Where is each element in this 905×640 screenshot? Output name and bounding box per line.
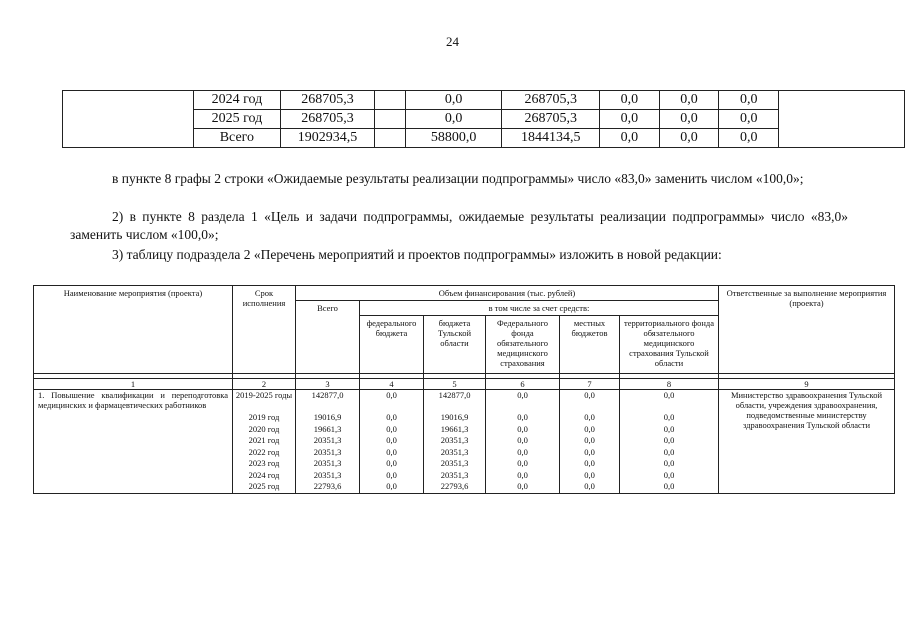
total-value: 20351,3: [313, 469, 342, 480]
page-number: 24: [446, 34, 459, 49]
total-value: 19016,9: [313, 412, 342, 422]
column-number: 8: [620, 379, 719, 390]
top-table-cell: 0,0: [659, 129, 719, 148]
top-table-cell: 0,0: [405, 110, 501, 129]
top-table-cell: 0,0: [659, 110, 719, 129]
federal-value: 0,0: [386, 390, 397, 400]
periods-value: 2019-2025 годы: [235, 390, 293, 400]
top-table-cell: 0,0: [405, 91, 501, 110]
top-table-cell: [374, 129, 405, 148]
tfoms-value: 0,0: [663, 390, 675, 400]
header-federal: федерального бюджета: [360, 316, 424, 374]
periods-value: 2025 год: [248, 481, 280, 491]
tfoms-value: 0,0: [663, 469, 675, 480]
top-table-cell: 268705,3: [281, 91, 375, 110]
ffoms-value: 0,0: [517, 446, 528, 457]
total-value: 142877,0: [311, 390, 344, 400]
top-table-cell: 268705,3: [281, 110, 375, 129]
periods-value: 2019 год: [248, 412, 280, 422]
column-number: 9: [719, 379, 895, 390]
top-table-cell: 0,0: [659, 91, 719, 110]
top-table-cell: 0,0: [719, 91, 779, 110]
activity-total: [296, 390, 360, 494]
top-table-cell: 0,0: [600, 110, 660, 129]
total-value: 20351,3: [313, 458, 342, 468]
column-number: 3: [296, 379, 360, 390]
header-total: Всего: [296, 301, 360, 374]
funding-continuation-table: [62, 90, 905, 148]
activity-tfoms: [620, 390, 719, 494]
top-table-cell: 0,0: [600, 91, 660, 110]
top-table-cell: 1844134,5: [502, 129, 600, 148]
header-ffoms: Федерального фонда обязательного медицинского страхования: [486, 316, 560, 374]
header-regional: бюджета Тульской области: [424, 316, 486, 374]
local-value: 0,0: [584, 458, 595, 468]
top-table-cell: 268705,3: [502, 110, 600, 129]
column-number: 4: [360, 379, 424, 390]
tfoms-value: 0,0: [663, 458, 675, 468]
federal-value: 0,0: [386, 446, 397, 457]
local-value: 0,0: [584, 390, 595, 400]
activity-local: [560, 390, 620, 494]
activities-table: [33, 285, 895, 494]
regional-value: 142877,0: [438, 390, 471, 400]
tfoms-value: 0,0: [663, 423, 675, 434]
column-number: 7: [560, 379, 620, 390]
ffoms-value: 0,0: [517, 458, 528, 468]
regional-value: 19661,3: [440, 423, 469, 434]
local-value: 0,0: [584, 481, 595, 491]
column-number: 1: [34, 379, 233, 390]
federal-value: 0,0: [386, 412, 397, 422]
ffoms-value: 0,0: [517, 423, 528, 434]
ffoms-value: 0,0: [517, 469, 528, 480]
header-local: местных бюджетов: [560, 316, 620, 374]
header-tfoms: территориального фонда обязательного медицинского страхования Тульской области: [620, 316, 719, 374]
local-value: 0,0: [584, 446, 595, 457]
activity-federal: [360, 390, 424, 494]
periods-value: 2022 год: [248, 446, 280, 457]
total-value: 20351,3: [313, 435, 342, 445]
header-name: Наименование мероприятия (проекта): [34, 286, 233, 374]
regional-value: 20351,3: [440, 435, 469, 445]
top-table-cell: 0,0: [600, 129, 660, 148]
total-value: 22793,6: [313, 481, 342, 491]
top-table-cell: 58800,0: [405, 129, 501, 148]
header-funding: Объем финансирования (тыс. рублей): [296, 286, 719, 301]
total-value: 20351,3: [313, 446, 342, 457]
top-table-cell: [374, 91, 405, 110]
regional-value: 20351,3: [440, 469, 469, 480]
amendment-paragraph-1: в пункте 8 графы 2 строки «Ожидаемые результаты реализации подпрограммы» число «83,0» заменить числом «100,0»;: [112, 171, 804, 186]
periods-value: 2021 год: [248, 435, 280, 445]
local-value: 0,0: [584, 412, 595, 422]
amendment-paragraph-2: 2) в пункте 8 раздела 1 «Цель и задачи подпрограммы, ожидаемые результаты реализации подпрограммы» число «83,0» заменить числом «100,0»;: [70, 209, 848, 242]
tfoms-value: 0,0: [663, 446, 675, 457]
top-table-blank-cell: [779, 91, 905, 148]
regional-value: 22793,6: [440, 481, 469, 491]
top-table-cell: 0,0: [719, 110, 779, 129]
column-number: 6: [486, 379, 560, 390]
header-period: Срок исполнения: [233, 286, 296, 374]
activity-responsible: Министерство здравоохранения Тульской области, учреждения здравоохранения, подведомственные министерству здравоохранения Тульской области: [719, 390, 895, 494]
amendment-paragraph-3: 3) таблицу подраздела 2 «Перечень мероприятий и проектов подпрограммы» изложить в новой редакции:: [112, 247, 722, 262]
activity-ffoms: [486, 390, 560, 494]
header-responsible: Ответственные за выполнение мероприятия (проекта): [719, 286, 895, 374]
federal-value: 0,0: [386, 423, 397, 434]
local-value: 0,0: [584, 435, 595, 445]
column-number: 5: [424, 379, 486, 390]
top-table-cell: 2024 год: [193, 91, 280, 110]
local-value: 0,0: [584, 423, 595, 434]
activity-periods: [233, 390, 296, 494]
tfoms-value: 0,0: [663, 435, 675, 445]
column-number: 2: [233, 379, 296, 390]
federal-value: 0,0: [386, 469, 397, 480]
total-value: 19661,3: [313, 423, 342, 434]
regional-value: 20351,3: [440, 446, 469, 457]
regional-value: 20351,3: [440, 458, 469, 468]
tfoms-value: 0,0: [663, 481, 675, 491]
ffoms-value: 0,0: [517, 412, 528, 422]
activity-regional: [424, 390, 486, 494]
federal-value: 0,0: [386, 435, 397, 445]
top-table-row: [63, 91, 905, 110]
top-table-cell: Всего: [193, 129, 280, 148]
top-table-cell: 1902934,5: [281, 129, 375, 148]
top-table-cell: 2025 год: [193, 110, 280, 129]
periods-value: 2023 год: [248, 458, 280, 468]
local-value: 0,0: [584, 469, 595, 480]
tfoms-value: 0,0: [663, 412, 675, 422]
top-table-cell: 268705,3: [502, 91, 600, 110]
periods-value: 2020 год: [248, 423, 280, 434]
periods-value: 2024 год: [248, 469, 280, 480]
activity-name: 1. Повышение квалификации и переподготовка медицинских и фармацевтических работников: [34, 390, 233, 494]
top-table-cell: 0,0: [719, 129, 779, 148]
top-table-cell: [374, 110, 405, 129]
header-including: в том числе за счет средств:: [360, 301, 719, 316]
federal-value: 0,0: [386, 481, 397, 491]
ffoms-value: 0,0: [517, 390, 528, 400]
regional-value: 19016,9: [440, 412, 469, 422]
federal-value: 0,0: [386, 458, 397, 468]
ffoms-value: 0,0: [517, 481, 528, 491]
ffoms-value: 0,0: [517, 435, 528, 445]
top-table-blank-cell: [63, 91, 194, 148]
